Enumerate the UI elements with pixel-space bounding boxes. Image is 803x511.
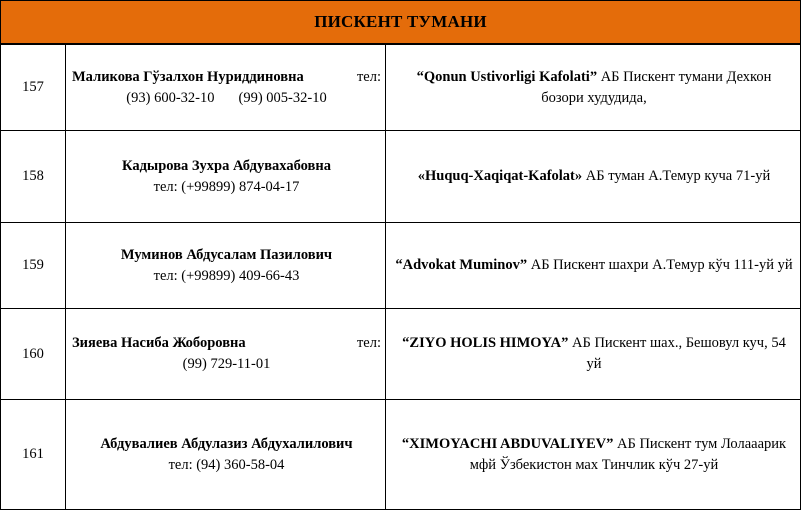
person-name: Муминов Абдусалам Пазилович <box>120 246 333 263</box>
phone-line: тел: (94) 360-58-04 <box>168 456 285 473</box>
person-name: Маликова Гўзалхон Нуриддиновна <box>72 68 304 85</box>
person-cell <box>66 309 386 400</box>
person-cell <box>66 45 386 131</box>
tel-label: тел: <box>356 335 381 351</box>
office-cell <box>386 45 801 131</box>
phone-number: (99) 005-32-10 <box>238 89 327 106</box>
firm-name: “Qonun Ustivorligi Kafolati” <box>416 68 598 85</box>
tel-label: тел: <box>356 68 381 85</box>
person-cell <box>66 223 386 309</box>
office-address: АБ Пискент тум Лолаaарик мфй Ўзбекистон мах Тинчлик кўч 27-уй <box>469 435 787 473</box>
phone-line: (99) 729-11-01 <box>182 356 271 372</box>
row-number: 161 <box>1 400 66 510</box>
phone-line: тел: (+99899) 409-66-43 <box>153 267 300 284</box>
table-row <box>1 131 801 223</box>
firm-name: “XIMOYACHI ABDUVALIYEV” <box>401 435 614 452</box>
phone-line: тел: (+99899) 874-04-17 <box>153 178 300 195</box>
firm-name: “ZIYO HOLIS HIMOYA” <box>402 335 569 351</box>
table-row <box>1 45 801 131</box>
office-cell <box>386 223 801 309</box>
name-line <box>72 333 381 354</box>
office-address: АБ Пискент тумани Дехкон бозори худудида, <box>541 68 772 106</box>
office-address: АБ Пискент шах., Бешовул куч, 54 уй <box>568 335 786 372</box>
person-cell <box>66 131 386 223</box>
office-address: АБ Пискент шахри А.Темур кўч 111-уй уй <box>527 257 793 273</box>
row-number: 157 <box>1 45 66 131</box>
row-number: 158 <box>1 131 66 223</box>
person-name: Кадырова Зухра Абдувахабовна <box>122 157 331 174</box>
phone-number: (93) 600-32-10 <box>126 89 215 106</box>
district-title: ПИСКЕНТ ТУМАНИ <box>314 12 487 31</box>
office-cell <box>386 400 801 510</box>
row-number: 159 <box>1 223 66 309</box>
person-name: Зияева Насиба Жоборовна <box>72 335 246 351</box>
office-cell <box>386 131 801 223</box>
phone-line <box>72 88 381 109</box>
person-cell <box>66 400 386 510</box>
district-header <box>0 0 801 44</box>
row-number: 160 <box>1 309 66 400</box>
advocates-table <box>0 44 801 510</box>
name-line <box>72 67 381 88</box>
table-row <box>1 309 801 400</box>
office-address: АБ туман А.Темур куча 71-уй <box>582 168 771 184</box>
table-row <box>1 223 801 309</box>
firm-name: «Huquq-Xaqiqat-Kafolat» <box>417 168 583 184</box>
table-row <box>1 400 801 510</box>
person-name: Абдувалиев Абдулазиз Абдухалилович <box>100 435 353 452</box>
office-cell <box>386 309 801 400</box>
firm-name: “Advokat Muminov” <box>395 257 528 273</box>
